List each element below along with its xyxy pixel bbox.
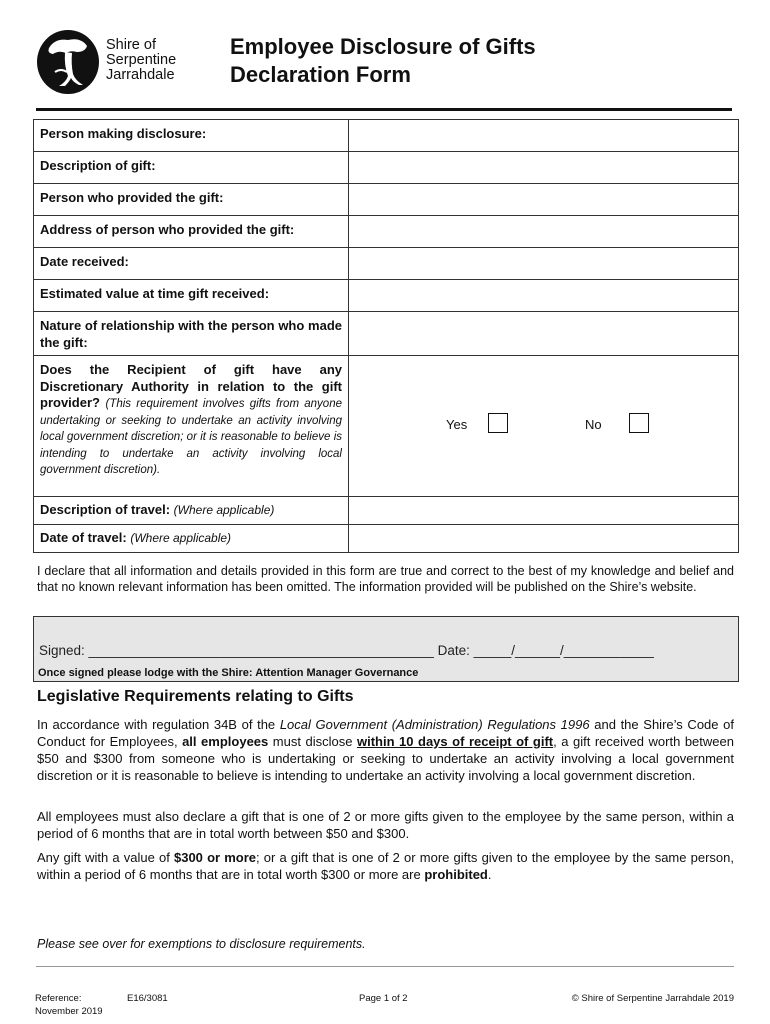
form-row [34, 525, 739, 553]
label-description-of-travel [34, 497, 349, 525]
label-date-received: Date received: [34, 248, 349, 280]
text: and the Shire’s Code of Conduct for Employees, [37, 717, 734, 749]
reference-label: Reference: [35, 993, 82, 1004]
page-title [230, 33, 536, 89]
field-person-who-provided[interactable] [349, 184, 739, 216]
field-address-of-person[interactable] [349, 216, 739, 248]
logo-line-3: Jarrahdale [106, 67, 175, 83]
label-description-of-gift: Description of gift: [34, 152, 349, 184]
label-date-of-travel [34, 525, 349, 553]
form-row [34, 152, 739, 184]
field-person-making-disclosure[interactable] [349, 120, 739, 152]
text: . [487, 867, 492, 882]
footer-copyright: © Shire of Serpentine Jarrahdale 2019 [571, 993, 734, 1004]
page-number: Page 1 of 2 [359, 993, 408, 1004]
text: In accordance with regulation 34B of the [37, 717, 280, 732]
discretionary-options [349, 356, 739, 497]
label-discretionary-authority [34, 356, 349, 497]
legislative-paragraph-2: All employees must also declare a gift that is one of 2 or more gifts given to the employee by the same person, within a period of 6 months that are in total worth between $50 and $300. [37, 809, 734, 841]
disclosure-form-table [33, 119, 739, 553]
exemptions-note: Please see over for exemptions to disclosure requirements. [37, 937, 366, 951]
label-address-of-person: Address of person who provided the gift: [34, 216, 349, 248]
emphasis-all-employees: all employees [182, 734, 269, 749]
lodge-instruction: Once signed please lodge with the Shire: Attention Manager Governance [38, 667, 419, 679]
text: ; or a gift that is one of 2 or more gifts given to the employee by the same person, within a period of 6 months that are in total worth $300 or more are [37, 850, 735, 882]
travel-date-label: Date of travel: [40, 530, 127, 545]
label-person-making-disclosure: Person making disclosure: [34, 120, 349, 152]
regulation-name: Local Government (Administration) Regulations 1996 [279, 717, 590, 732]
title-line-1: Employee Disclosure of Gifts [230, 34, 536, 59]
form-row [34, 497, 739, 525]
text: , a gift received worth between $50 and $300 from someone who is undertaking or seeking to undertake an activity involving a local government discretion or it is reasonable to believe is intending to undertake an activity involving a local government discretion. [37, 734, 734, 783]
logo-line-1: Shire of [106, 37, 156, 53]
travel-description-label: Description of travel: [40, 502, 171, 517]
title-line-2: Declaration Form [230, 62, 411, 87]
legislative-heading: Legislative Requirements relating to Gifts [37, 688, 354, 705]
form-row [34, 216, 739, 248]
field-date-received[interactable] [349, 248, 739, 280]
label-nature-of-relationship: Nature of relationship with the person who made the gift: [34, 312, 349, 356]
form-row [34, 356, 739, 497]
field-nature-of-relationship[interactable] [349, 312, 739, 356]
shire-name [106, 38, 176, 83]
where-applicable-note: (Where applicable) [130, 531, 232, 545]
reference-value: E16/3081 [127, 993, 168, 1004]
discretionary-question: Does the Recipient of gift have any Discretionary Authority in relation to the gift provider? [40, 362, 342, 410]
footer-divider [36, 966, 734, 967]
no-checkbox[interactable] [629, 413, 649, 433]
no-label: No [585, 417, 602, 432]
tree-emblem-icon [35, 28, 101, 96]
footer-reference [35, 992, 103, 1018]
signature-box [33, 616, 739, 682]
form-row [34, 120, 739, 152]
emphasis-within-10-days: within 10 days of receipt of gift [356, 734, 554, 749]
field-description-of-gift[interactable] [349, 152, 739, 184]
form-row [34, 280, 739, 312]
where-applicable-note: (Where applicable) [173, 503, 275, 517]
discretionary-note: (This requirement involves gifts from anyone undertaking or seeking to undertake an activity involving local government discretion; or it is reasonable to believe is intending to undertake an activity involving local government discretion). [40, 398, 342, 476]
form-row [34, 312, 739, 356]
shire-logo [35, 28, 101, 101]
footer-date: November 2019 [35, 1006, 103, 1017]
field-date-of-travel[interactable] [349, 525, 739, 553]
legislative-paragraph-3 [37, 849, 734, 883]
logo-line-2: Serpentine [106, 52, 177, 68]
field-estimated-value[interactable] [349, 280, 739, 312]
label-person-who-provided: Person who provided the gift: [34, 184, 349, 216]
signature-line[interactable]: Signed: ______________________________________________ Date: _____/______/____________ [39, 643, 654, 658]
field-description-of-travel[interactable] [349, 497, 739, 525]
text: must disclose [268, 734, 357, 749]
form-row [34, 184, 739, 216]
form-row [34, 248, 739, 280]
yes-checkbox[interactable] [488, 413, 508, 433]
emphasis-prohibited: prohibited [424, 867, 488, 882]
legislative-paragraph-1 [37, 716, 734, 784]
header-divider [36, 108, 732, 111]
yes-label: Yes [446, 417, 468, 432]
label-estimated-value: Estimated value at time gift received: [34, 280, 349, 312]
emphasis-300-or-more: $300 or more [173, 850, 257, 865]
declaration-text: I declare that all information and details provided in this form are true and correct to the best of my knowledge and belief and that no known relevant information has been omitted. The information provided will be published on the Shire’s website. [37, 564, 734, 594]
text: Any gift with a value of [37, 850, 174, 865]
